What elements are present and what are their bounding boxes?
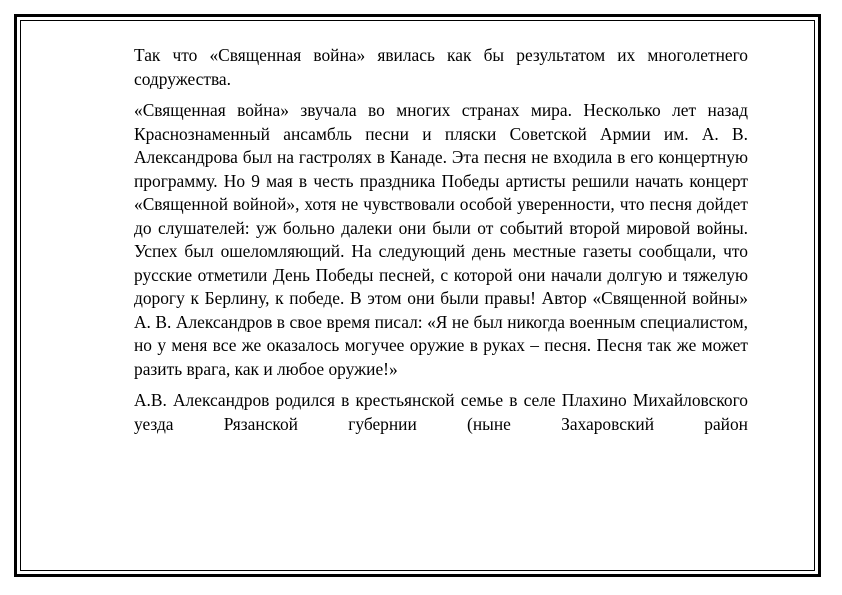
paragraph-3: А.В. Александров родился в крестьянской семье в селе Плахино Михайловского уезда Рязанской губернии (ныне Захаровский район xyxy=(134,390,748,434)
paragraph-1: Так что «Священная война» явилась как бы результатом их многолетнего содружества. xyxy=(134,45,748,89)
document-body xyxy=(134,44,748,444)
paragraph-2: «Священная война» звучала во многих странах мира. Несколько лет назад Краснознаменный ансамбль песни и пляски Советской Армии им. А. В. Александрова был на гастролях в Канаде. Эта песня не входила в его концертную программу. Но 9 мая в честь праздника Победы артисты решили начать концерт «Священной войной», хотя не чувствовали особой уверенности, что песня дойдет до слушателей: уж больно далеки они были от событий второй мировой войны. Успех был ошеломляющий. На следующий день местные газеты сообщали, что русские отметили День Победы песней, с которой они начали долгую и тяжелую дорогу к Берлину, к победе. В этом они были правы! Автор «Священной войны» А. В. Александров в свое время писал: «Я не был никогда военным специалистом, но у меня все же оказалось могучее оружие в руках – песня. Песня так же может разить врага, как и любое оружие!» xyxy=(134,100,748,379)
